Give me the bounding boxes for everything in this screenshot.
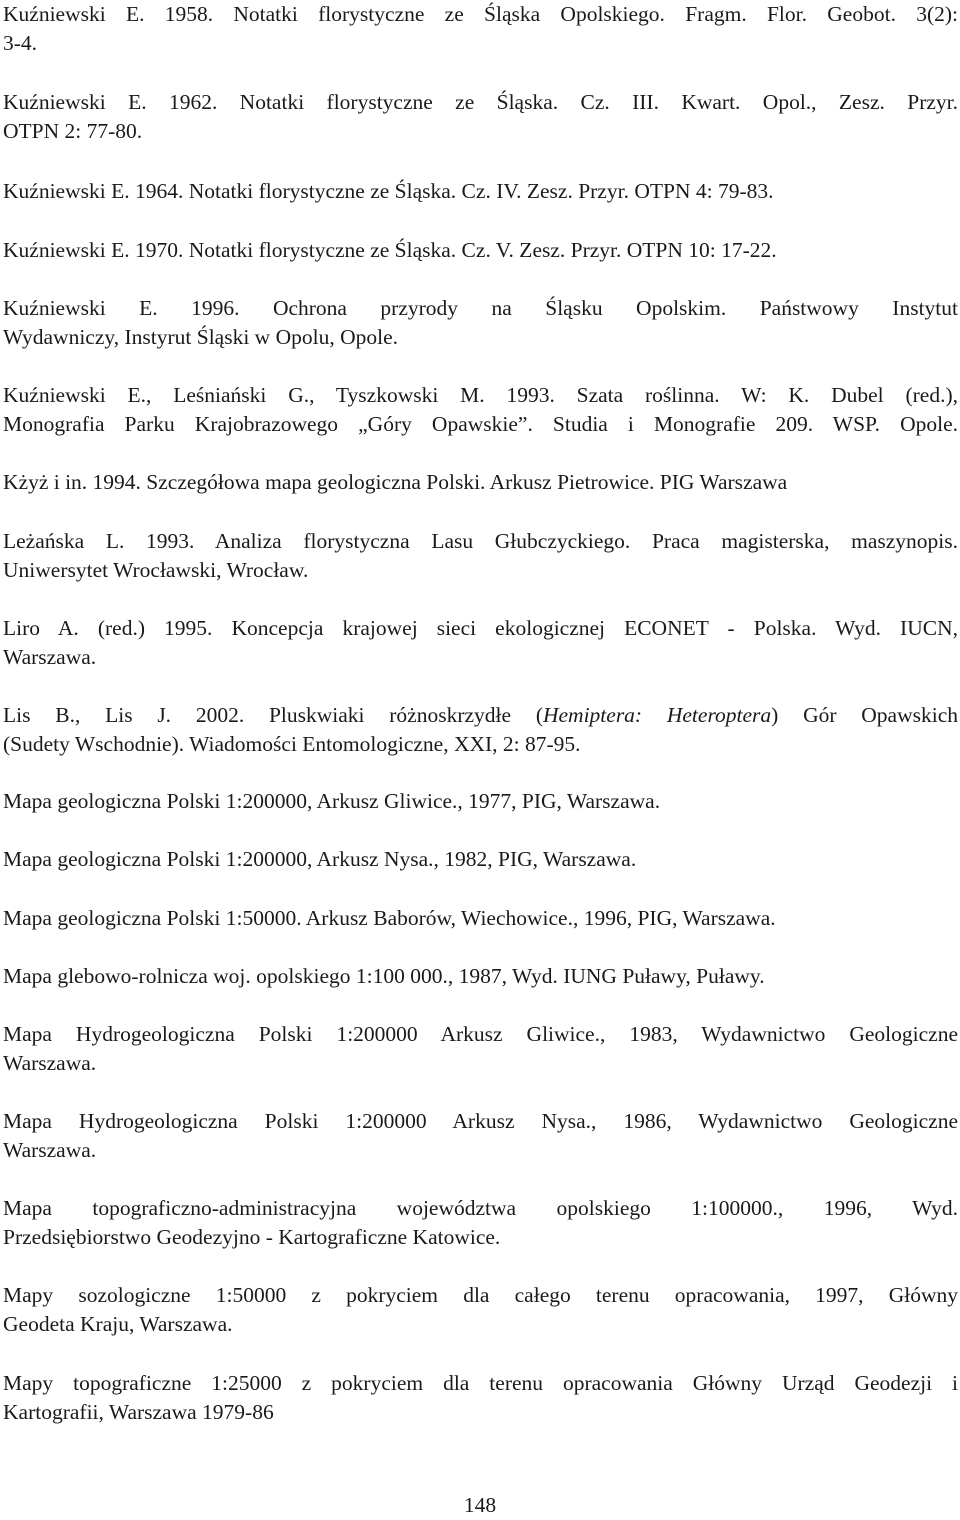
reference-line: Mapa glebowo-rolnicza woj. opolskiego 1:100 000., 1987, Wyd. IUNG Puławy, Puławy.: [3, 964, 765, 988]
reference-line: Uniwersytet Wrocławski, Wrocław.: [3, 558, 309, 582]
reference-line: Kuźniewski E. 1970. Notatki florystyczne ze Śląska. Cz. V. Zesz. Przyr. OTPN 10: 17-22.: [3, 238, 777, 262]
reference-entry: [3, 845, 958, 874]
reference-line: Warszawa.: [3, 1138, 97, 1162]
reference-line: Liro A. (red.) 1995. Koncepcja krajowej sieci ekologicznej ECONET - Polska. Wyd. IUCN,: [3, 616, 958, 640]
reference-line: Geodeta Kraju, Warszawa.: [3, 1312, 233, 1336]
reference-entry: [3, 381, 958, 439]
reference-entry: [3, 1281, 958, 1339]
reference-line: Kuźniewski E. 1964. Notatki florystyczne ze Śląska. Cz. IV. Zesz. Przyr. OTPN 4: 79-83.: [3, 179, 774, 203]
reference-line: Kuźniewski E. 1962. Notatki florystyczne ze Śląska. Cz. III. Kwart. Opol., Zesz. Przyr.: [3, 90, 958, 114]
reference-line: Kuźniewski E. 1996. Ochrona przyrody na Śląsku Opolskim. Państwowy Instytut: [3, 296, 958, 320]
reference-entry: [3, 1369, 958, 1427]
reference-line: Kuźniewski E. 1958. Notatki florystyczne ze Śląska Opolskiego. Fragm. Flor. Geobot. 3(2):: [3, 2, 958, 26]
reference-line: Leżańska L. 1993. Analiza florystyczna Lasu Głubczyckiego. Praca magisterska, maszynopis.: [3, 529, 958, 553]
reference-entry: [3, 787, 958, 816]
reference-line: Mapa topograficzno-administracyjna województwa opolskiego 1:100000., 1996, Wyd.: [3, 1196, 958, 1220]
reference-line: Mapa geologiczna Polski 1:200000, Arkusz Nysa., 1982, PIG, Warszawa.: [3, 847, 637, 871]
reference-entry: [3, 1020, 958, 1078]
reference-entry: [3, 1194, 958, 1252]
reference-line: Mapy topograficzne 1:25000 z pokryciem dla terenu opracowania Główny Urząd Geodezji i: [3, 1371, 958, 1395]
reference-entry: [3, 527, 958, 585]
reference-entry: [3, 177, 958, 206]
reference-line: Warszawa.: [3, 1051, 97, 1075]
reference-entry: [3, 236, 958, 265]
taxon-name: Hemiptera: Heteroptera: [542, 703, 772, 727]
reference-line: 3-4.: [3, 31, 38, 55]
reference-entry: [3, 88, 958, 146]
reference-line: Mapa geologiczna Polski 1:50000. Arkusz Baborów, Wiechowice., 1996, PIG, Warszawa.: [3, 906, 776, 930]
reference-entry: [3, 614, 958, 672]
reference-line: Kżyż i in. 1994. Szczegółowa mapa geologiczna Polski. Arkusz Pietrowice. PIG Warszawa: [3, 470, 788, 494]
reference-line: Kuźniewski E., Leśniański G., Tyszkowski M. 1993. Szata roślinna. W: K. Dubel (red.),: [3, 383, 958, 407]
reference-line: Mapa Hydrogeologiczna Polski 1:200000 Arkusz Nysa., 1986, Wydawnictwo Geologiczne: [3, 1109, 958, 1133]
reference-line-italic: Lis B., Lis J. 2002. Pluskwiaki różnoskrzydłe (Hemiptera: Heteroptera) Gór Opawskich: [3, 703, 958, 727]
reference-entry: [3, 0, 958, 58]
reference-entry: [3, 701, 958, 759]
reference-entry: [3, 1107, 958, 1165]
reference-line: Kartografii, Warszawa 1979-86: [3, 1400, 274, 1424]
reference-entry: [3, 962, 958, 991]
page-number: 148: [463, 1493, 497, 1517]
reference-line: Mapy sozologiczne 1:50000 z pokryciem dla całego terenu opracowania, 1997, Główny: [3, 1283, 958, 1307]
reference-entry: [3, 468, 958, 497]
reference-line: Wydawniczy, Instyrut Śląski w Opolu, Opole.: [3, 325, 398, 349]
reference-line: Przedsiębiorstwo Geodezyjno - Kartograficzne Katowice.: [3, 1225, 501, 1249]
reference-line: Monografia Parku Krajobrazowego „Góry Opawskie”. Studia i Monografie 209. WSP. Opole.: [3, 412, 958, 436]
reference-line: Mapa Hydrogeologiczna Polski 1:200000 Arkusz Gliwice., 1983, Wydawnictwo Geologiczne: [3, 1022, 958, 1046]
reference-line: Mapa geologiczna Polski 1:200000, Arkusz Gliwice., 1977, PIG, Warszawa.: [3, 789, 661, 813]
reference-line: OTPN 2: 77-80.: [3, 119, 143, 143]
reference-entry: [3, 904, 958, 933]
reference-entry: [3, 294, 958, 352]
reference-line: Warszawa.: [3, 645, 97, 669]
reference-line: (Sudety Wschodnie). Wiadomości Entomologiczne, XXI, 2: 87-95.: [3, 732, 581, 756]
